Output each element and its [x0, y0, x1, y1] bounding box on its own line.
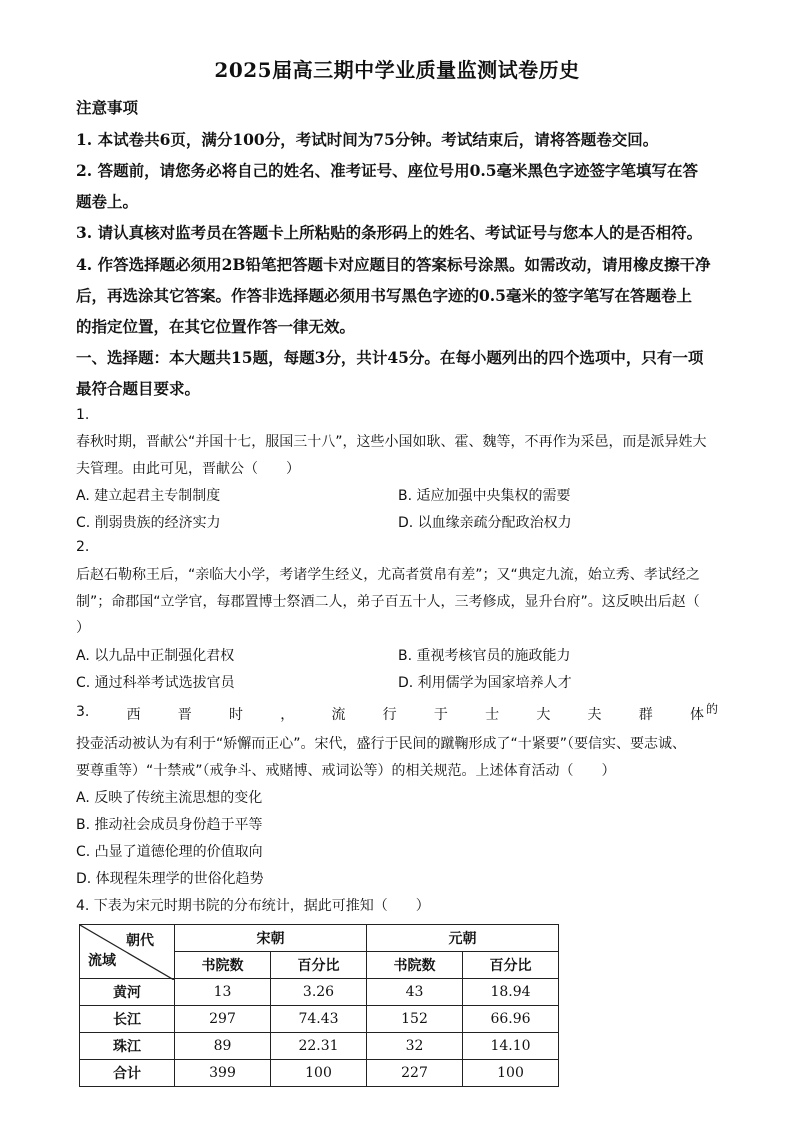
table-cell: 227 — [367, 1060, 463, 1087]
q1-stem-line-2: 夫管理。由此可见，晋献公（ ） — [76, 461, 300, 477]
table-cell: 74.43 — [271, 1006, 367, 1033]
q3-char: 士 — [485, 707, 500, 723]
section-heading-line-2: 最符合题目要求。 — [76, 379, 201, 398]
table-row — [80, 1006, 559, 1033]
row-label-cell: 长江 — [80, 1006, 175, 1033]
row-label-cell: 合计 — [80, 1060, 175, 1087]
table-row — [80, 979, 559, 1006]
q3-stem-line-1 — [76, 704, 704, 724]
q3-char: 3. — [76, 704, 90, 720]
exam-title: 2025届高三期中学业质量监测试卷历史 — [214, 58, 580, 82]
table-cell: 22.31 — [271, 1033, 367, 1060]
q2-stem-line-1: 后赵石勒称王后，“亲临大小学，考诸学生经义，尤高者赏帛有差”；又“典定九流，始立秀、孝试经之 — [76, 567, 700, 583]
q2-stem-line-2: 制”；命郡国“立学官，每郡置博士祭酒二人，弟子百五十人，三考修成，显升台府”。这反映出后赵（ — [76, 594, 700, 610]
table-cell: 152 — [367, 1006, 463, 1033]
notice-line-6: 后，再选涂其它答案。作答非选择题必须用书写黑色字迹的0.5毫米的签字笔写在答题卷上 — [76, 286, 692, 305]
notice-line-2: 2. 答题前，请您务必将自己的姓名、准考证号、座位号用0.5毫米黑色字迹签字笔填写在答 — [76, 161, 699, 180]
notice-heading: 注意事项 — [76, 98, 139, 117]
table-diagonal-header-cell — [80, 925, 175, 979]
q1-option-d: D. 以血缘亲疏分配政治权力 — [398, 515, 572, 531]
q2-option-b: B. 重视考核官员的施政能力 — [398, 648, 571, 664]
q3-char: 晋 — [177, 707, 192, 723]
notice-line-5: 4. 作答选择题必须用2B铅笔把答题卡对应题目的答案标号涂黑。如需改动，请用橡皮擦干净 — [76, 255, 711, 274]
table-row — [80, 1060, 559, 1087]
table-cell: 100 — [463, 1060, 559, 1087]
notice-line-3: 题卷上。 — [76, 192, 139, 211]
table-row — [80, 1033, 559, 1060]
row-label-cell: 黄河 — [80, 979, 175, 1006]
table-cell: 100 — [271, 1060, 367, 1087]
q3-char: 流 — [331, 707, 346, 723]
q3-char: 夫 — [587, 707, 602, 723]
q3-char: 西 — [126, 707, 141, 723]
table-cell: 13 — [175, 979, 271, 1006]
notice-line-4: 3. 请认真核对监考员在答题卡上所粘贴的条形码上的姓名、考试证号与您本人的是否相符。 — [76, 223, 703, 242]
q3-char: 于 — [433, 707, 448, 723]
q2-number: 2. — [76, 539, 90, 555]
section-heading-line-1: 一、选择题：本大题共15题，每题3分，共计45分。在每小题列出的四个选项中，只有一项 — [76, 348, 704, 367]
q3-char: 时 — [229, 707, 244, 723]
q2-option-a: A. 以九品中正制强化君权 — [76, 648, 235, 664]
q1-stem-line-1: 春秋时期，晋献公“并国十七，服国三十八”，这些小国如耿、霍、魏等，不再作为采邑，而是派异姓大 — [76, 434, 707, 450]
table-cell: 297 — [175, 1006, 271, 1033]
q2-option-c: C. 通过科举考试选拔官员 — [76, 675, 235, 691]
q1-option-b: B. 适应加强中央集权的需要 — [398, 488, 571, 504]
table-cell: 43 — [367, 979, 463, 1006]
q3-char: 体 — [689, 707, 704, 723]
table-cell: 14.10 — [463, 1033, 559, 1060]
subheader-cell: 书院数 — [175, 952, 271, 979]
q3-char: ， — [280, 707, 295, 723]
table-cell: 3.26 — [271, 979, 367, 1006]
q1-option-a: A. 建立起君主专制制度 — [76, 488, 221, 504]
q1-number: 1. — [76, 407, 90, 423]
q1-option-c: C. 削弱贵族的经济实力 — [76, 515, 221, 531]
q3-stem-line-2: 投壶活动被认为有利于“矫懈而正心”。宋代，盛行于民间的蹴鞠形成了“十紧要”（要信实、要志诚、 — [76, 736, 687, 752]
q2-stem-line-3: ） — [76, 620, 90, 636]
dynasty-yuan-header: 元朝 — [367, 925, 559, 952]
q3-option-d: D. 体现程朱理学的世俗化趋势 — [76, 871, 264, 887]
q3-stem-line-3: 要尊重等）“十禁戒”（戒争斗、戒赌博、戒词讼等）的相关规范。上述体育活动（ ） — [76, 763, 616, 779]
q4-stem: 4. 下表为宋元时期书院的分布统计，据此可推知（ ） — [76, 898, 430, 914]
basin-header-label: 流域 — [88, 953, 116, 969]
subheader-cell: 百分比 — [463, 952, 559, 979]
q3-char: 大 — [536, 707, 551, 723]
q3-option-b: B. 推动社会成员身份趋于平等 — [76, 817, 263, 833]
subheader-cell: 百分比 — [271, 952, 367, 979]
q2-option-d: D. 利用儒学为国家培养人才 — [398, 675, 572, 691]
q3-option-a: A. 反映了传统主流思想的变化 — [76, 790, 263, 806]
q3-char: 行 — [382, 707, 397, 723]
row-label-cell: 珠江 — [80, 1033, 175, 1060]
dynasty-song-header: 宋朝 — [175, 925, 367, 952]
table-cell: 399 — [175, 1060, 271, 1087]
q3-char: 群 — [638, 707, 653, 723]
table-cell: 18.94 — [463, 979, 559, 1006]
table-cell: 89 — [175, 1033, 271, 1060]
q3-option-c: C. 凸显了道德伦理的价值取向 — [76, 844, 263, 860]
subheader-cell: 书院数 — [367, 952, 463, 979]
table-cell: 32 — [367, 1033, 463, 1060]
dynasty-header-label: 朝代 — [126, 933, 154, 949]
q3-superscript-char: 的 — [706, 702, 719, 716]
academy-distribution-table — [79, 924, 559, 1087]
notice-line-7: 的指定位置，在其它位置作答一律无效。 — [76, 317, 356, 336]
table-cell: 66.96 — [463, 1006, 559, 1033]
notice-line-1: 1. 本试卷共6页，满分100分，考试时间为75分钟。考试结束后，请将答题卷交回。 — [76, 130, 659, 149]
